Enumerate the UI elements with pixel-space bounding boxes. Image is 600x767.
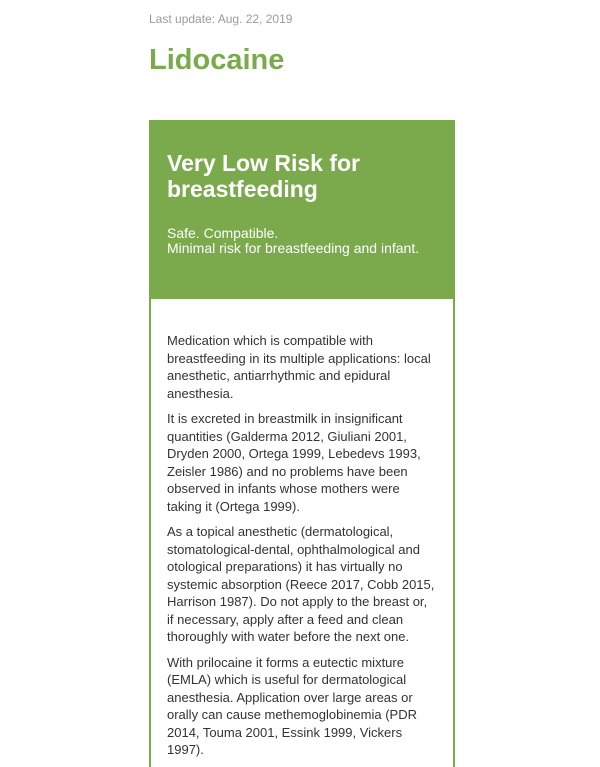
risk-card	[149, 120, 455, 767]
risk-header	[151, 122, 453, 299]
risk-level-title: Very Low Risk for breastfeeding	[167, 150, 361, 202]
description-paragraph: With prilocaine it forms a eutectic mixture (EMLA) which is useful for dermatological anesthesia. Application over large areas or orally can cause methemoglobinemia (PDR 2014, Touma 2001, Essink 1999, Vickers 1997).	[167, 654, 418, 757]
drug-title: Lidocaine	[149, 44, 285, 76]
risk-summary-line: Safe. Compatible.	[167, 225, 279, 241]
description-paragraph: Medication which is compatible with breastfeeding in its multiple applications: local anesthetic, antiarrhythmic and epidural anesthesia.	[167, 333, 431, 401]
risk-summary	[167, 226, 437, 256]
description-body	[151, 299, 453, 759]
risk-summary-line: Minimal risk for breastfeeding and infant.	[167, 240, 420, 256]
description-paragraph: As a topical anesthetic (dermatological, stomatological-dental, ophthalmological and otological preparations) it has virtually no systemic absorption (Reece 2017, Cobb 2015, Harrison 1987). Do not apply to the breast or, if necessary, apply after a feed and clean thoroughly with water before the next one.	[167, 524, 435, 644]
last-update-text: Last update: Aug. 22, 2019	[149, 12, 293, 26]
description-paragraph: It is excreted in breastmilk in insignificant quantities (Galderma 2012, Giuliani 2001, Dryden 2000, Ortega 1999, Lebedevs 1993, Zeisler 1986) and no problems have been observed in infants whose mothers were taking it (Ortega 1999).	[167, 411, 421, 514]
